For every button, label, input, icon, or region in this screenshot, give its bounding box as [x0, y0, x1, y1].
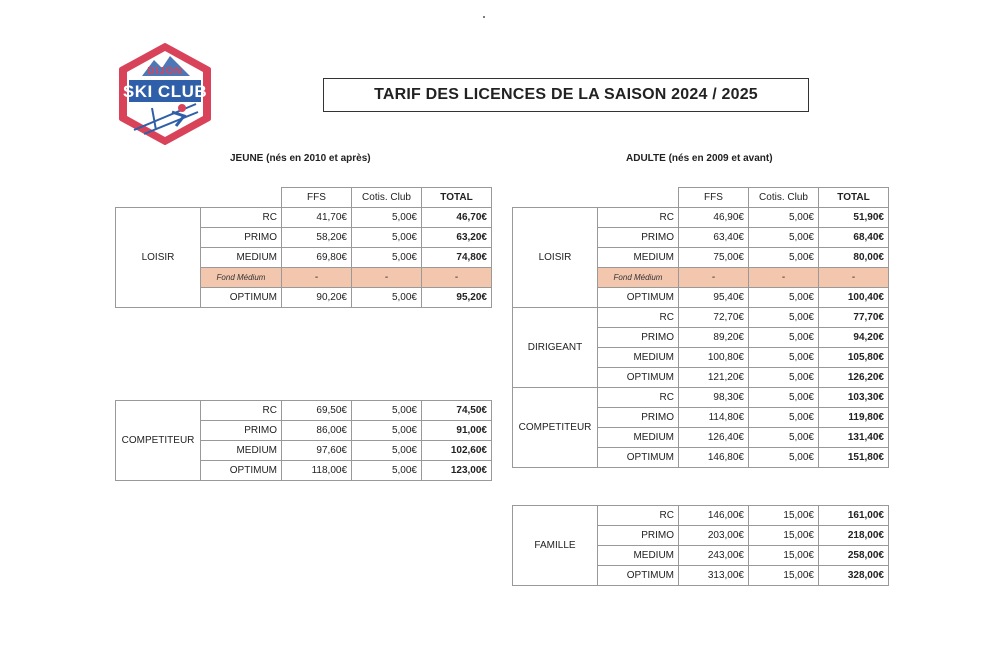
level-label: PRIMO	[598, 328, 679, 348]
level-label: MEDIUM	[598, 428, 679, 448]
level-label: RC	[201, 401, 282, 421]
cotis-value: 5,00€	[749, 368, 819, 388]
ffs-value: 63,40€	[679, 228, 749, 248]
total-value: 46,70€	[422, 208, 492, 228]
total-value: 102,60€	[422, 441, 492, 461]
cotis-value: 5,00€	[749, 308, 819, 328]
total-value: 63,20€	[422, 228, 492, 248]
adulte-table	[512, 187, 889, 468]
category-label: LOISIR	[513, 208, 598, 308]
total-value: 51,90€	[819, 208, 889, 228]
cotis-value: 15,00€	[749, 506, 819, 526]
category-label: DIRIGEANT	[513, 308, 598, 388]
level-label: OPTIMUM	[598, 566, 679, 586]
level-label: RC	[598, 208, 679, 228]
level-label: PRIMO	[201, 421, 282, 441]
cotis-value: -	[352, 268, 422, 288]
cotis-value: 5,00€	[352, 421, 422, 441]
ffs-value: 46,90€	[679, 208, 749, 228]
table-row	[513, 506, 889, 526]
ffs-value: -	[679, 268, 749, 288]
table-row	[116, 208, 492, 228]
ffs-value: 146,80€	[679, 448, 749, 468]
table-row	[513, 208, 889, 228]
cotis-value: 5,00€	[749, 208, 819, 228]
total-value: 131,40€	[819, 428, 889, 448]
cotis-value: 15,00€	[749, 566, 819, 586]
cotis-value: 5,00€	[749, 388, 819, 408]
total-value: 161,00€	[819, 506, 889, 526]
level-label: MEDIUM	[598, 546, 679, 566]
level-label: PRIMO	[598, 408, 679, 428]
adulte-section-title: ADULTE (nés en 2009 et avant)	[626, 153, 773, 164]
cotis-value: 5,00€	[352, 288, 422, 308]
ffs-value: 121,20€	[679, 368, 749, 388]
level-label: Fond Médium	[598, 268, 679, 288]
level-label: OPTIMUM	[598, 368, 679, 388]
cotis-value: 5,00€	[352, 248, 422, 268]
ffs-value: 100,80€	[679, 348, 749, 368]
header-total: TOTAL	[819, 188, 889, 208]
cotis-value: 5,00€	[352, 228, 422, 248]
cotis-value: -	[749, 268, 819, 288]
total-value: 91,00€	[422, 421, 492, 441]
cotis-value: 5,00€	[749, 348, 819, 368]
level-label: RC	[598, 506, 679, 526]
cotis-value: 5,00€	[749, 408, 819, 428]
ffs-value: 86,00€	[282, 421, 352, 441]
total-value: 77,70€	[819, 308, 889, 328]
total-value: 100,40€	[819, 288, 889, 308]
cotis-value: 15,00€	[749, 546, 819, 566]
ffs-value: 118,00€	[282, 461, 352, 481]
jeune-competiteur-table	[115, 400, 492, 481]
ffs-value: 89,20€	[679, 328, 749, 348]
cotis-value: 5,00€	[749, 228, 819, 248]
level-label: RC	[598, 388, 679, 408]
header-ffs: FFS	[282, 188, 352, 208]
header-ffs: FFS	[679, 188, 749, 208]
cotis-value: 5,00€	[352, 441, 422, 461]
level-label: MEDIUM	[201, 248, 282, 268]
level-label: MEDIUM	[598, 348, 679, 368]
level-label: PRIMO	[598, 228, 679, 248]
level-label: OPTIMUM	[598, 448, 679, 468]
table-row	[513, 308, 889, 328]
page-title: TARIF DES LICENCES DE LA SAISON 2024 / 2025	[323, 78, 809, 112]
total-value: 119,80€	[819, 408, 889, 428]
total-value: 123,00€	[422, 461, 492, 481]
category-label: COMPETITEUR	[513, 388, 598, 468]
ffs-value: 203,00€	[679, 526, 749, 546]
level-label: PRIMO	[201, 228, 282, 248]
cotis-value: 5,00€	[749, 288, 819, 308]
level-label: RC	[201, 208, 282, 228]
ffs-value: 97,60€	[282, 441, 352, 461]
scan-dot	[483, 16, 485, 18]
level-label: OPTIMUM	[598, 288, 679, 308]
ffs-value: 90,20€	[282, 288, 352, 308]
level-label: Fond Médium	[201, 268, 282, 288]
total-value: 95,20€	[422, 288, 492, 308]
ffs-value: 146,00€	[679, 506, 749, 526]
total-value: -	[422, 268, 492, 288]
level-label: MEDIUM	[201, 441, 282, 461]
total-value: 151,80€	[819, 448, 889, 468]
table-header-row	[513, 188, 889, 208]
ffs-value: 69,80€	[282, 248, 352, 268]
total-value: 103,30€	[819, 388, 889, 408]
ffs-value: 72,70€	[679, 308, 749, 328]
header-cotis: Cotis. Club	[352, 188, 422, 208]
cotis-value: 5,00€	[749, 448, 819, 468]
level-label: RC	[598, 308, 679, 328]
cotis-value: 5,00€	[749, 248, 819, 268]
category-label: FAMILLE	[513, 506, 598, 586]
ffs-value: 41,70€	[282, 208, 352, 228]
ffs-value: 126,40€	[679, 428, 749, 448]
cotis-value: 5,00€	[352, 208, 422, 228]
total-value: 105,80€	[819, 348, 889, 368]
cotis-value: 5,00€	[352, 461, 422, 481]
total-value: 68,40€	[819, 228, 889, 248]
total-value: 80,00€	[819, 248, 889, 268]
cotis-value: 15,00€	[749, 526, 819, 546]
cotis-value: 5,00€	[749, 428, 819, 448]
jeune-section-title: JEUNE (nés en 2010 et après)	[230, 153, 371, 164]
header-cotis: Cotis. Club	[749, 188, 819, 208]
category-label: COMPETITEUR	[116, 401, 201, 481]
category-label: LOISIR	[116, 208, 201, 308]
level-label: OPTIMUM	[201, 288, 282, 308]
total-value: -	[819, 268, 889, 288]
table-header-row	[116, 188, 492, 208]
adulte-famille-table	[512, 505, 889, 586]
total-value: 258,00€	[819, 546, 889, 566]
logo-ski-club-text: SKI CLUB	[122, 82, 208, 101]
cotis-value: 5,00€	[352, 401, 422, 421]
ffs-value: 95,40€	[679, 288, 749, 308]
ffs-value: -	[282, 268, 352, 288]
total-value: 74,50€	[422, 401, 492, 421]
level-label: OPTIMUM	[201, 461, 282, 481]
ffs-value: 243,00€	[679, 546, 749, 566]
total-value: 74,80€	[422, 248, 492, 268]
table-row	[513, 388, 889, 408]
level-label: MEDIUM	[598, 248, 679, 268]
ffs-value: 69,50€	[282, 401, 352, 421]
table-row	[116, 401, 492, 421]
total-value: 126,20€	[819, 368, 889, 388]
ffs-value: 58,20€	[282, 228, 352, 248]
header-total: TOTAL	[422, 188, 492, 208]
jeune-loisir-table	[115, 187, 492, 308]
cotis-value: 5,00€	[749, 328, 819, 348]
total-value: 218,00€	[819, 526, 889, 546]
logo-dijon-text: DIJON	[147, 66, 183, 77]
total-value: 94,20€	[819, 328, 889, 348]
level-label: PRIMO	[598, 526, 679, 546]
ffs-value: 98,30€	[679, 388, 749, 408]
total-value: 328,00€	[819, 566, 889, 586]
ffs-value: 114,80€	[679, 408, 749, 428]
ffs-value: 313,00€	[679, 566, 749, 586]
ffs-value: 75,00€	[679, 248, 749, 268]
